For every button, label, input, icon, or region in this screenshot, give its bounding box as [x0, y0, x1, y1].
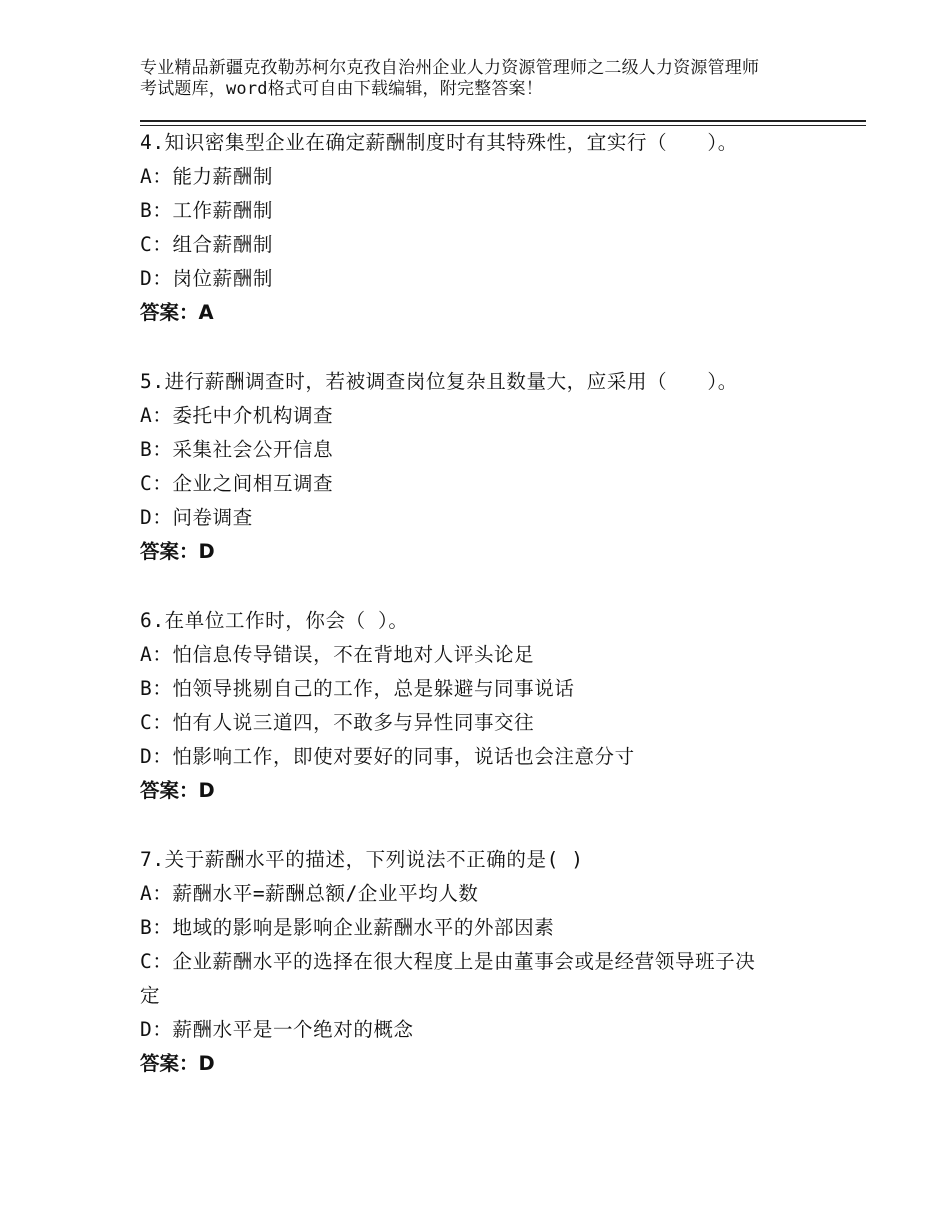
option-c: C：怕有人说三道四，不敢多与异性同事交往 [140, 711, 535, 734]
option-c-line-2: 定 [140, 984, 161, 1007]
answer-label: 答案：D [140, 1052, 215, 1075]
option-b: B：工作薪酬制 [140, 199, 273, 222]
option-b: B：怕领导挑剔自己的工作，总是躲避与同事说话 [140, 677, 575, 700]
question-text: 7.关于薪酬水平的描述，下列说法不正确的是( ) [140, 848, 584, 871]
question-4 [140, 126, 830, 330]
header-title-line-2: 考试题库，word格式可自由下载编辑，附完整答案！ [140, 79, 543, 99]
option-b: B：地域的影响是影响企业薪酬水平的外部因素 [140, 916, 555, 939]
header-title-line-1: 专业精品新疆克孜勒苏柯尔克孜自治州企业人力资源管理师之二级人力资源管理师 [140, 58, 760, 78]
option-a: A：委托中介机构调查 [140, 404, 334, 427]
answer-label: 答案：D [140, 540, 215, 563]
option-c: C：企业之间相互调查 [140, 472, 334, 495]
option-d: D：薪酬水平是一个绝对的概念 [140, 1018, 414, 1041]
option-d: D：岗位薪酬制 [140, 267, 273, 290]
question-text: 5.进行薪酬调查时，若被调查岗位复杂且数量大，应采用（ ）。 [140, 370, 738, 393]
option-a: A：怕信息传导错误，不在背地对人评头论足 [140, 643, 535, 666]
option-d: D：问卷调查 [140, 506, 253, 529]
option-b: B：采集社会公开信息 [140, 438, 334, 461]
option-c: C：组合薪酬制 [140, 233, 273, 256]
answer-label: 答案：D [140, 779, 215, 802]
question-7 [140, 843, 830, 1081]
option-a: A：薪酬水平=薪酬总额/企业平均人数 [140, 882, 479, 905]
question-6 [140, 604, 830, 808]
option-a: A：能力薪酬制 [140, 165, 273, 188]
option-d: D：怕影响工作，即使对要好的同事，说话也会注意分寸 [140, 745, 635, 768]
document-header [140, 58, 830, 100]
answer-label: 答案：A [140, 301, 214, 324]
question-text: 4.知识密集型企业在确定薪酬制度时有其特殊性，宜实行（ ）。 [140, 131, 738, 154]
question-text: 6.在单位工作时，你会（ ）。 [140, 609, 409, 632]
question-5 [140, 365, 830, 569]
option-c-line-1: C：企业薪酬水平的选择在很大程度上是由董事会或是经营领导班子决 [140, 950, 756, 973]
header-divider-thick [140, 120, 866, 122]
option-c [140, 945, 830, 1013]
